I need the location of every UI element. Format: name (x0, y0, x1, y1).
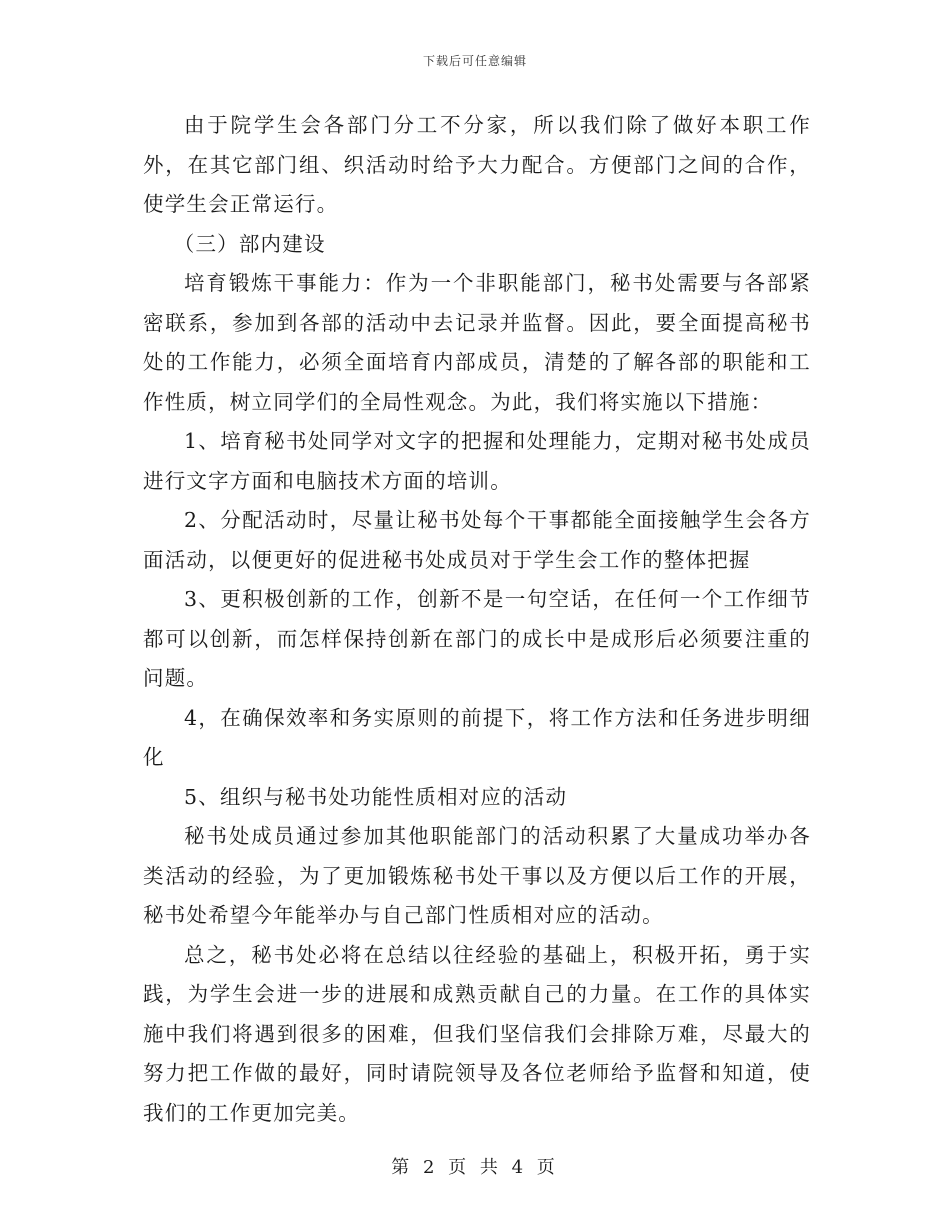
list-item-measure-3: 3、更积极创新的工作，创新不是一句空话，在任何一个工作细节都可以创新，而怎样保持创新在部门的成长中是成形后必须要注重的问题。 (143, 587, 811, 690)
list-item-measure-4: 4，在确保效率和务实原则的前提下，将工作方法和任务进步明细化 (143, 705, 811, 769)
list-item-measure-1: 1、培育秘书处同学对文字的把握和处理能力，定期对秘书处成员进行文字方面和电脑技术方面的培训。 (143, 429, 811, 493)
paragraph-activities: 秘书处成员通过参加其他职能部门的活动积累了大量成功举办各类活动的经验，为了更加锻炼秘书处干事以及方便以后工作的开展，秘书处希望今年能举办与自己部门性质相对应的活动。 (143, 824, 811, 927)
paragraph-conclusion: 总之，秘书处必将在总结以往经验的基础上，积极开拓，勇于实践，为学生会进一步的进展和成熟贡献自己的力量。在工作的具体实施中我们将遇到很多的困难，但我们坚信我们会排除万难，尽最大的努力把工作做的最好，同时请院领导及各位老师给予监督和知道，使我们的工作更加完美。 (143, 942, 811, 1125)
page-number-footer: 第 2 页 共 4 页 (391, 1157, 559, 1178)
section-heading-internal-construction: （三）部内建设 (173, 231, 326, 256)
list-item-measure-5: 5、组织与秘书处功能性质相对应的活动 (184, 784, 568, 809)
list-item-measure-2: 2、分配活动时，尽量让秘书处每个干事都能全面接触学生会各方面活动，以便更好的促进秘书处成员对于学生会工作的整体把握 (143, 508, 811, 572)
paragraph-cooperation: 由于院学生会各部门分工不分家，所以我们除了做好本职工作外，在其它部门组、织活动时给予大力配合。方便部门之间的合作，使学生会正常运行。 (143, 113, 811, 216)
header-note: 下载后可任意编辑 (422, 54, 527, 68)
document-body (143, 106, 811, 1133)
paragraph-training: 培育锻炼干事能力：作为一个非职能部门，秘书处需要与各部紧密联系，参加到各部的活动中去记录并监督。因此，要全面提高秘书处的工作能力，必须全面培育内部成员，清楚的了解各部的职能和工作性质，树立同学们的全局性观念。为此，我们将实施以下措施： (143, 271, 811, 414)
